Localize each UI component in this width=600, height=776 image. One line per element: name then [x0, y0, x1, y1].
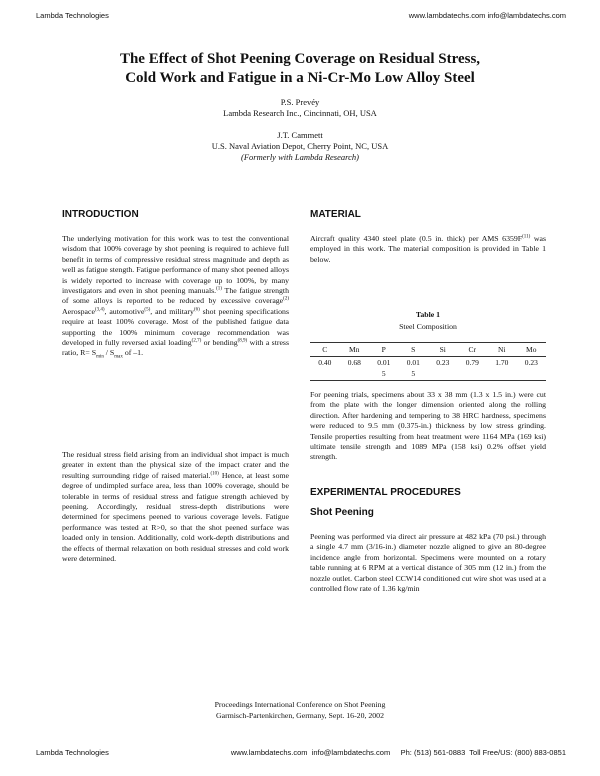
shot-peening-subheading: Shot Peening: [310, 507, 374, 518]
experimental-heading: EXPERIMENTAL PROCEDURES: [310, 487, 461, 498]
material-paragraph-2: For peening trials, specimens about 33 x 38 mm (1.3 x 1.5 in.) were cut from the plate with the longer dimension oriented along the rolling direction. After hardening and tempering to 38 HRC hardness, specimens were reduced to 9.5 mm (0.375-in.) thickness by low stress grinding. Tensile properties resulting from heat treatment were 1164 MPa (169 ksi) ultimate tensile strength and 1089 MPa (158 ksi) 0.2% offset yield strength.: [310, 390, 546, 462]
table-cell: [458, 368, 488, 381]
introduction-paragraph-2: The residual stress field arising from an individual shot impact is much greater in extent than the physical size of the impact crater and the resulting surrounding ridge of raised material.$^{(10)}$ Hence, at least some degree of undimpled surface area, less than 100% coverage, should be tolerable in terms of residual stress and fatigue strength achieved by peening. Accordingly, residual stress-depth distributions were determined for specimens peened to various coverage levels. Fatigue performance was tested at R>0, so that the shot peened surface was loaded only in tension. Additionally, cold work-depth distributions and the effects of thermal relaxation on both residual stresses and cold work were determined.: [62, 450, 289, 564]
composition-table: [310, 342, 546, 381]
author-1-name: P.S. Prevéy: [280, 97, 320, 107]
header-contact: www.lambdatechs.com info@lambdatechs.com: [408, 11, 566, 20]
table-header-cell: C: [310, 343, 340, 357]
title-line-2: Cold Work and Fatigue in a Ni-Cr-Mo Low Alloy Steel: [125, 70, 475, 86]
title-line-1: The Effect of Shot Peening Coverage on Residual Stress,: [119, 51, 481, 67]
author-1: [60, 97, 540, 119]
footer-contact: www.lambdatechs.com info@lambdatechs.com Ph: (513) 561-0883 Toll Free/US: (800) 883-0851: [230, 748, 566, 757]
table-cell: 0.68: [347, 358, 361, 367]
table-cell: 0.40: [318, 358, 332, 367]
table-header-row: [310, 343, 546, 357]
table-header-cell: Cr: [458, 343, 488, 357]
table-cell: [517, 368, 547, 381]
author-1-affiliation: Lambda Research Inc., Cincinnati, OH, USA: [223, 108, 377, 118]
introduction-heading: INTRODUCTION: [62, 209, 139, 220]
shot-peening-paragraph: Peening was performed via direct air pressure at 482 kPa (70 psi.) through a single 4.7 mm (3/16-in.) diameter nozzle aligned to give an 80-degree incidence angle from horizontal. Specimens were mounted on a rotary table running at 6 RPM at a vertical distance of 305 mm (12 in.) from the nozzle outlet. Carbon steel CCW14 conditioned cut wire shot was used at a controlled flow rate of 1.36 kg/min: [310, 532, 546, 594]
table-cell: 0.79: [465, 358, 479, 367]
table-cell: 0.01: [377, 358, 391, 367]
table-cell: [487, 368, 517, 381]
table-header-cell: S: [399, 343, 429, 357]
material-heading: MATERIAL: [310, 209, 361, 220]
table-cell: 0.23: [436, 358, 450, 367]
proceedings-line-2: Garmisch-Partenkirchen, Germany, Sept. 16-20, 2002: [216, 710, 384, 720]
table-header-cell: Si: [428, 343, 458, 357]
proceedings-note: [60, 700, 540, 721]
table-cell: 0.01: [406, 358, 420, 367]
table-row: [310, 368, 546, 381]
author-2-name: J.T. Cammett: [277, 130, 323, 140]
footer-company: Lambda Technologies: [36, 748, 109, 757]
table-title: Table 1: [415, 310, 441, 319]
table-cell: [428, 368, 458, 381]
author-2: [60, 130, 540, 163]
table-cell: 5: [399, 368, 429, 381]
author-2-affiliation: U.S. Naval Aviation Depot, Cherry Point, NC, USA: [211, 141, 389, 151]
paper-title: [60, 50, 540, 88]
proceedings-line-1: Proceedings International Conference on Shot Peening: [214, 700, 386, 709]
table-caption: Steel Composition: [399, 322, 457, 331]
introduction-paragraph-1: The underlying motivation for this work was to test the conventional wisdom that 100% coverage by shot peening is required to achieve full benefit in terms of compressive residual stress magnitude and depth as well as fatigue stength. Fatigue performance of many shot peened alloys is widely reported to increase with coverage up to 100%, by many investigators and even in shot peening manuals.$^{(1)}$ The fatigue strength of some alloys is reported to be reduced by excessive coverage$^{(2)}$ Aerospace$^{(3,4)}$, automotive$^{(5)}$, and military$^{(6)}$ shot peening specifications require at least 100% coverage. Most of the published fatigue data supporting the 100% minimum coverage recommendation was developed in fully reversed axial loading$^{(2,7)}$ or bending$^{(8,9)}$ with a stress ratio, $R= S_{min} / S_{max}$ of –1.: [62, 234, 289, 361]
table-cell: [310, 368, 340, 381]
table-row: [310, 357, 546, 369]
table-cell: 0.23: [524, 358, 538, 367]
table-cell: 5: [369, 368, 399, 381]
author-2-note: (Formerly with Lambda Research): [241, 152, 359, 162]
material-paragraph-1: Aircraft quality 4340 steel plate (0.5 in. thick) per AMS $6359F^{(11)}$ was employed in this work. The material composition is provided in Table 1 below.: [310, 234, 546, 264]
table-header-cell: P: [369, 343, 399, 357]
table-cell: 1.70: [495, 358, 509, 367]
table-header-cell: Mo: [517, 343, 547, 357]
table-header-cell: Ni: [487, 343, 517, 357]
header-company: Lambda Technologies: [36, 11, 109, 20]
table-header-cell: Mn: [340, 343, 370, 357]
table-cell: [340, 368, 370, 381]
